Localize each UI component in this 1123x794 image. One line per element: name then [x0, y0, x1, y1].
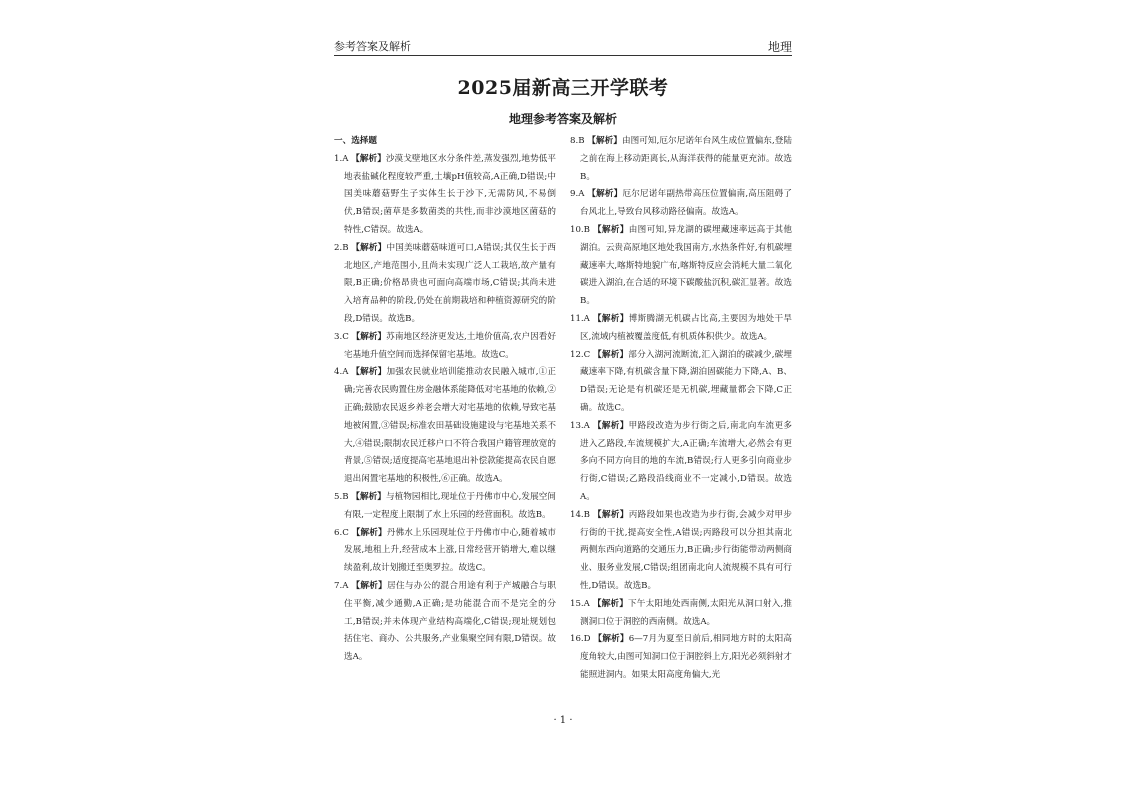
explanation-tag: 【解析】: [587, 136, 622, 146]
answer-number: 10.B: [570, 224, 590, 235]
explanation-tag: 【解析】: [593, 224, 629, 235]
explanation-text: 中国美味蘑菇味道可口,A错误;其仅生长于西北地区,产地范围小,且尚未实现广泛人工栽培,故产量有限,B正确;价格昂贵也可面向高端市场,C错误;其尚未进入培育品种的阶段,仍处在前期栽培和种植资源研究的阶段,D错误。故选B。: [344, 242, 556, 324]
explanation-tag: 【解析】: [351, 367, 387, 378]
answer-number: 9.A: [570, 189, 585, 200]
answer-item: [570, 186, 792, 222]
explanation-text: 由图可知,异龙湖的碳埋藏速率远高于其他湖泊。云贵高原地区地处我国南方,水热条件好,有机碳埋藏速率大,喀斯特地貌广布,喀斯特反应会消耗大量二氧化碳进入湖泊,在合适的环境下碳酸盐沉积,碳汇显著。故选B。: [580, 224, 792, 307]
explanation-text: 居住与办公的混合用途有利于产城融合与职住平衡,减少通勤,A正确;是功能混合而不是完全的分工,B错误;并未体现产业结构高端化,C错误;现址规划包括住宅、商办、公共服务,产业集聚空间有限,D错误。故选A。: [344, 580, 556, 663]
answer-item: [570, 596, 792, 632]
answer-item: [334, 240, 556, 329]
answer-item: [334, 578, 556, 667]
answer-item: [334, 329, 556, 365]
explanation-text: 丙路段如果也改造为步行街,会减少对甲步行街的干扰,提高安全性,A错误;丙路段可以分担其南北两侧东西向道路的交通压力,B正确;步行街能带动两侧商业、服务业发展,C错误;组团南北向人流规模不具有可行性,D错误。故选B。: [580, 509, 792, 591]
answer-number: 12.C: [570, 349, 591, 360]
explanation-text: 沙漠戈壁地区水分条件差,蒸发强烈,地势低平地表盐碱化程度较严重,土壤pH值较高,A正确,D错误;中国美味蘑菇野生子实体生长于沙下,无需防风,不易倒伏,B错误;菌草是多数菌类的共性,而非沙漠地区菌菇的特性,C错误。故选A。: [344, 153, 556, 235]
explanation-tag: 【解析】: [351, 153, 386, 164]
answer-item: [570, 133, 792, 186]
answer-item: [334, 151, 556, 240]
explanation-tag: 【解析】: [351, 331, 387, 342]
section-heading: 一、选择题: [334, 136, 377, 146]
answer-item: [570, 222, 792, 311]
header-left-text: 参考答案及解析: [334, 40, 411, 53]
left-column: [334, 133, 556, 667]
answer-item: [570, 631, 792, 684]
header-divider: [334, 55, 792, 56]
right-column: [570, 133, 792, 685]
explanation-tag: 【解析】: [592, 313, 629, 324]
answer-number: 2.B: [334, 242, 349, 253]
explanation-tag: 【解析】: [593, 509, 629, 520]
header-subject: 地理: [767, 40, 792, 54]
answer-list-right: [570, 133, 792, 685]
answer-list-left: [334, 151, 556, 667]
explanation-tag: 【解析】: [351, 580, 388, 591]
explanation-tag: 【解析】: [351, 491, 386, 502]
answer-number: 16.D: [570, 634, 591, 645]
explanation-text: 苏南地区经济更发达,土地价值高,农户因看好宅基地升值空间而选择保留宅基地。故选C。: [344, 331, 556, 360]
explanation-text: 部分入湖河流断流,汇入湖泊的碳减少,碳埋藏速率下降,有机碳含量下降,湖泊固碳能力下降,A、B、D错误;无论是有机碳还是无机碳,埋藏量都会下降,C正确。故选C。: [580, 349, 792, 413]
explanation-text: 下午太阳地处西南侧,太阳光从洞口射入,推测洞口位于洞腔的西南侧。故选A。: [580, 598, 792, 627]
answer-number: 1.A: [334, 153, 349, 164]
explanation-text: 博斯腾湖无机碳占比高,主要因为地处干旱区,流域内植被覆盖度低,有机质体积供少。故选A。: [580, 313, 792, 342]
answer-item: [334, 489, 556, 525]
explanation-text: 由图可知,厄尔尼诺年台风生成位置偏东,登陆之前在海上移动距离长,从海洋获得的能量更充沛。故选B。: [580, 136, 792, 182]
page-number: · 1 ·: [553, 715, 573, 726]
explanation-text: 甲路段改造为步行街之后,南北向车流更多进入乙路段,车流规模扩大,A正确;车流增大,必然会有更多向不同方向目的地的车流,B错误;行人更多引向商业步行街,C错误;乙路段沿线商业不一定减小,D错误。故选A。: [580, 420, 792, 502]
explanation-text: 厄尔尼诺年副热带高压位置偏南,高压阻碍了台风北上,导致台风移动路径偏南。故选A。: [580, 189, 792, 218]
explanation-tag: 【解析】: [351, 242, 387, 253]
explanation-text: 丹佛水上乐园现址位于丹佛市中心,随着城市发展,地租上升,经营成本上涨,日常经营开销增大,难以继续盈利,故计划搬迁至奥罗拉。故选C。: [344, 527, 556, 574]
answer-item: [570, 507, 792, 596]
answer-number: 15.A: [570, 598, 590, 609]
explanation-tag: 【解析】: [593, 634, 629, 645]
explanation-tag: 【解析】: [351, 527, 387, 538]
explanation-tag: 【解析】: [592, 598, 628, 609]
answer-item: [570, 311, 792, 347]
answer-item: [334, 525, 556, 578]
answer-number: 14.B: [570, 509, 590, 520]
exam-title: 2025届新高三开学联考: [457, 77, 669, 99]
answer-number: 6.C: [334, 527, 349, 538]
answer-number: 11.A: [570, 313, 590, 324]
answer-number: 13.A: [570, 420, 590, 431]
explanation-tag: 【解析】: [593, 349, 629, 360]
answer-number: 3.C: [334, 331, 349, 342]
running-header: [334, 38, 792, 54]
answer-item: [570, 347, 792, 418]
explanation-text: 6—7月为夏至日前后,相同地方时的太阳高度角较大,由图可知洞口位于洞腔斜上方,阳光必须斜射才能照进洞内。如果太阳高度角偏大,光: [580, 634, 792, 680]
explanation-text: 与植物园相比,现址位于丹佛市中心,发展空间有限,一定程度上限制了水上乐园的经营面积。故选B。: [344, 491, 556, 520]
answer-number: 7.A: [334, 580, 349, 591]
explanation-tag: 【解析】: [592, 420, 629, 431]
explanation-tag: 【解析】: [587, 189, 623, 200]
explanation-text: 加强农民就业培训能推动农民融入城市,①正确;完善农民购置住房金融体系能降低对宅基地的依赖,②正确;鼓励农民返乡养老会增大对宅基地的依赖,导致宅基地被闲置,③错误;标准农田基础设施建设与宅基地关系不大,④错误;限制农民迁移户口不符合我国户籍管理放宽的背景,⑤错误;适度提高宅基地退出补偿款能提高农民自愿退出闲置宅基地的积极性,⑥正确。故选A。: [344, 367, 556, 485]
answer-item: [334, 364, 556, 489]
answer-item: [570, 418, 792, 507]
answer-number: 4.A: [334, 367, 349, 378]
document-subtitle: 地理参考答案及解析: [508, 112, 617, 126]
answer-number: 8.B: [570, 136, 585, 146]
answer-number: 5.B: [334, 491, 349, 502]
